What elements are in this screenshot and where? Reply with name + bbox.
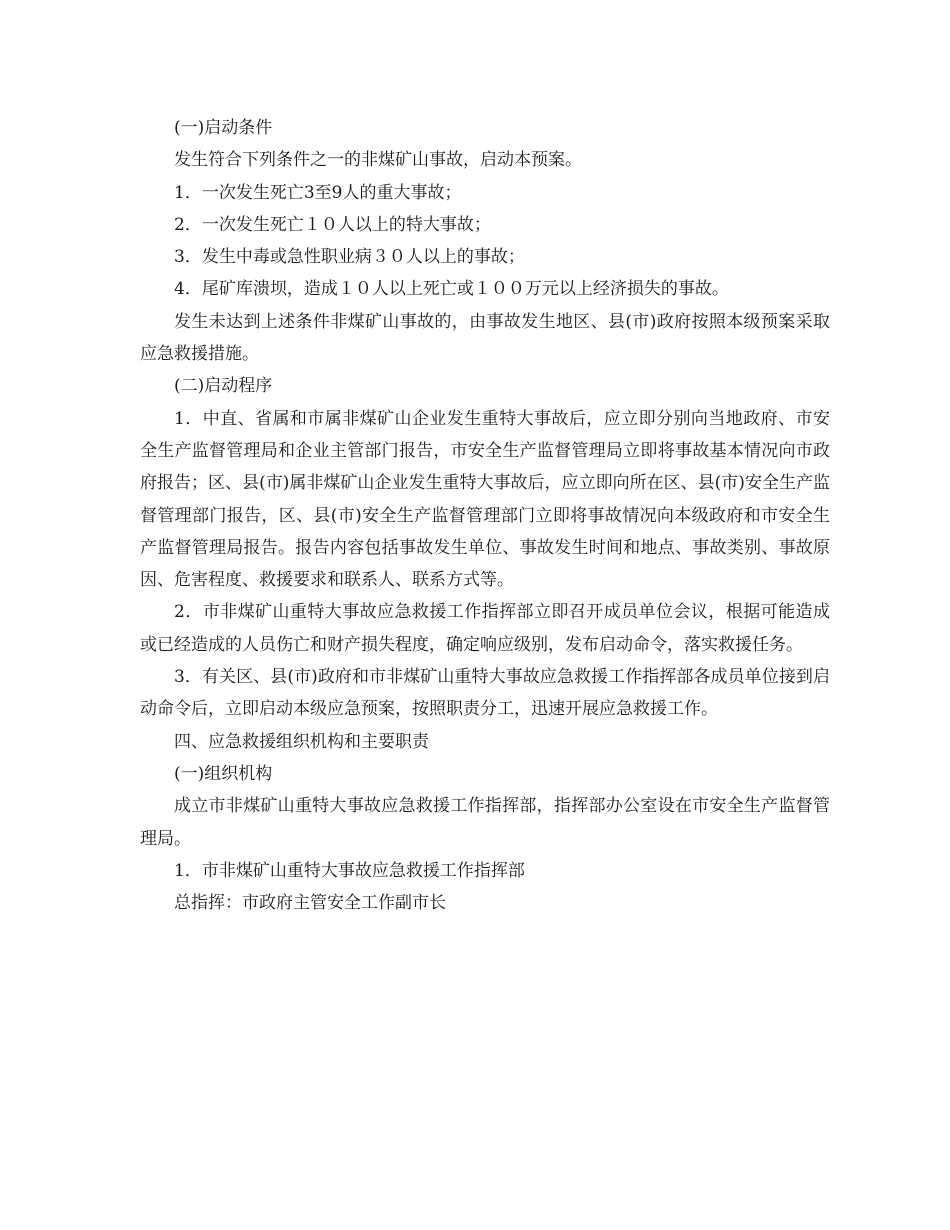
subsection-heading-organization: (一)组织机构 — [174, 763, 273, 784]
paragraph: 总指挥：市政府主管安全工作副市长 — [174, 893, 446, 914]
paragraph: 成立市非煤矿山重特大事故应急救援工作指挥部，指挥部办公室设在市安全生产监督管理局。 — [140, 796, 830, 849]
list-item: 1．一次发生死亡3至9人的重大事故； — [174, 182, 462, 203]
paragraph: 发生未达到上述条件非煤矿山事故的，由事故发生地区、县(市)政府按照本级预案采取应急救援措施。 — [140, 311, 830, 365]
list-item: 2．一次发生死亡１０人以上的特大事故； — [174, 214, 491, 235]
list-item: 2．市非煤矿山重特大事故应急救援工作指挥部立即召开成员单位会议，根据可能造成或已经造成的人员伤亡和财产损失程度，确定响应级别，发布启动命令，落实救援任务。 — [140, 602, 830, 655]
document-body — [140, 112, 830, 919]
section-heading-start-conditions: (一)启动条件 — [174, 118, 273, 138]
list-item: 1．市非煤矿山重特大事故应急救援工作指挥部 — [174, 860, 525, 881]
list-item: 3．发生中毒或急性职业病３０人以上的事故； — [174, 247, 525, 268]
list-item: 1．中直、省属和市属非煤矿山企业发生重特大事故后，应立即分别向当地政府、市安全生产监督管理局和企业主管部门报告，市安全生产监督管理局立即将事故基本情况向市政府报告；区、县(市)属非煤矿山企业发生重特大事故后，应立即向所在区、县(市)安全生产监督管理部门报告，区、县(市)安全生产监督管理部门立即将事故情况向本级政府和市安全生产监督管理局报告。报告内容包括事故发生单位、事故发生时间和地点、事故类别、事故原因、危害程度、救援要求和联系人、联系方式等。 — [140, 408, 830, 591]
list-item: 3．有关区、县(市)政府和市非煤矿山重特大事故应急救援工作指挥部各成员单位接到启动命令后，立即启动本级应急预案，按照职责分工，迅速开展应急救援工作。 — [140, 667, 830, 720]
list-item: 4．尾矿库溃坝，造成１０人以上死亡或１００万元以上经济损失的事故。 — [174, 279, 729, 300]
section-heading-start-procedure: (二)启动程序 — [174, 376, 273, 397]
section-heading-organization: 四、应急救援组织机构和主要职责 — [174, 731, 429, 752]
paragraph: 发生符合下列条件之一的非煤矿山事故，启动本预案。 — [174, 150, 582, 171]
